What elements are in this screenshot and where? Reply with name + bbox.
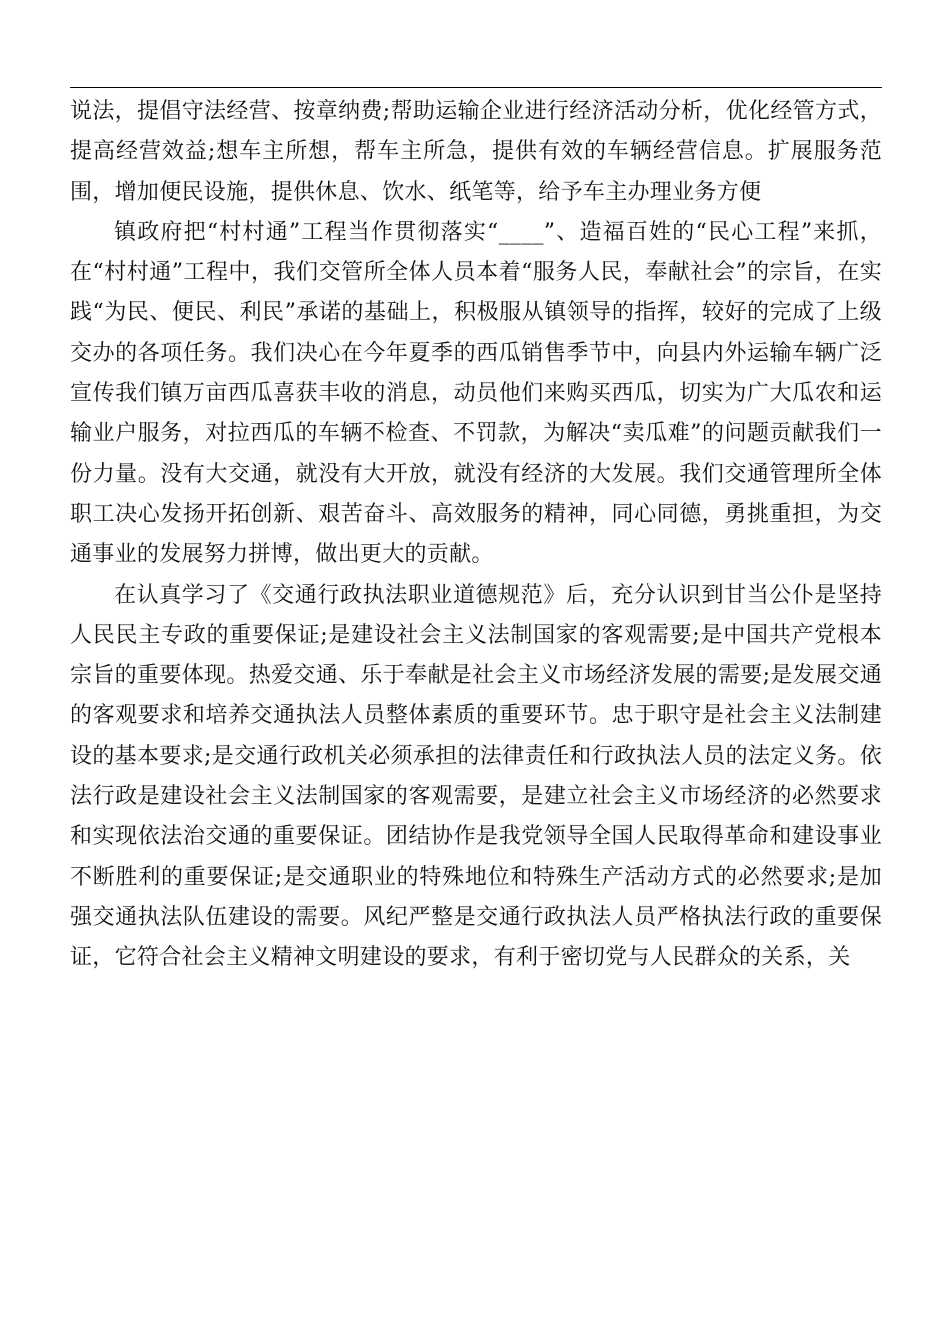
paragraph-continuation: 说法，提倡守法经营、按章纳费;帮助运输企业进行经济活动分析，优化经管方式，提高经营效益;想车主所想，帮车主所急，提供有效的车辆经营信息。扩展服务范围，增加便民设施，提供休息、饮水、纸笔等，给予车主办理业务方便 [70,99,882,205]
document-body [70,92,882,979]
header-rule [70,87,882,88]
paragraph-village-road-project: 镇政府把“村村通”工程当作贯彻落实“____”、造福百姓的“民心工程”来抓，在“村村通”工程中，我们交管所全体人员本着“服务人民，奉献社会”的宗旨，在实践“为民、便民、利民”承诺的基础上，积极服从镇领导的指挥，较好的完成了上级交办的各项任务。我们决心在今年夏季的西瓜销售季节中，向县内外运输车辆广泛宣传我们镇万亩西瓜喜获丰收的消息，动员他们来购买西瓜，切实为广大瓜农和运输业户服务，对拉西瓜的车辆不检查、不罚款，为解决“卖瓜难”的问题贡献我们一份力量。没有大交通，就没有大开放，就没有经济的大发展。我们交通管理所全体职工决心发扬开拓创新、艰苦奋斗、高效服务的精神，同心同德，勇挑重担，为交通事业的发展努力拼博，做出更大的贡献。 [70,219,882,568]
paragraph-ethics-code: 在认真学习了《交通行政执法职业道德规范》后，充分认识到甘当公仆是坚持人民民主专政的重要保证;是建设社会主义法制国家的客观需要;是中国共产党根本宗旨的重要体现。热爱交通、乐于奉献是社会主义市场经济发展的需要;是发展交通的客观要求和培养交通执法人员整体素质的重要环节。忠于职守是社会主义法制建设的基本要求;是交通行政机关必须承担的法律责任和行政执法人员的法定义务。依法行政是建设社会主义法制国家的客观需要，是建立社会主义市场经济的必然要求和实现依法治交通的重要保证。团结协作是我党领导全国人民取得革命和建设事业不断胜利的重要保证;是交通职业的特殊地位和特殊生产活动方式的必然要求;是加强交通执法队伍建设的需要。风纪严整是交通行政执法人员严格执法行政的重要保证，它符合社会主义精神文明建设的要求，有利于密切党与人民群众的关系，关 [70,582,882,971]
